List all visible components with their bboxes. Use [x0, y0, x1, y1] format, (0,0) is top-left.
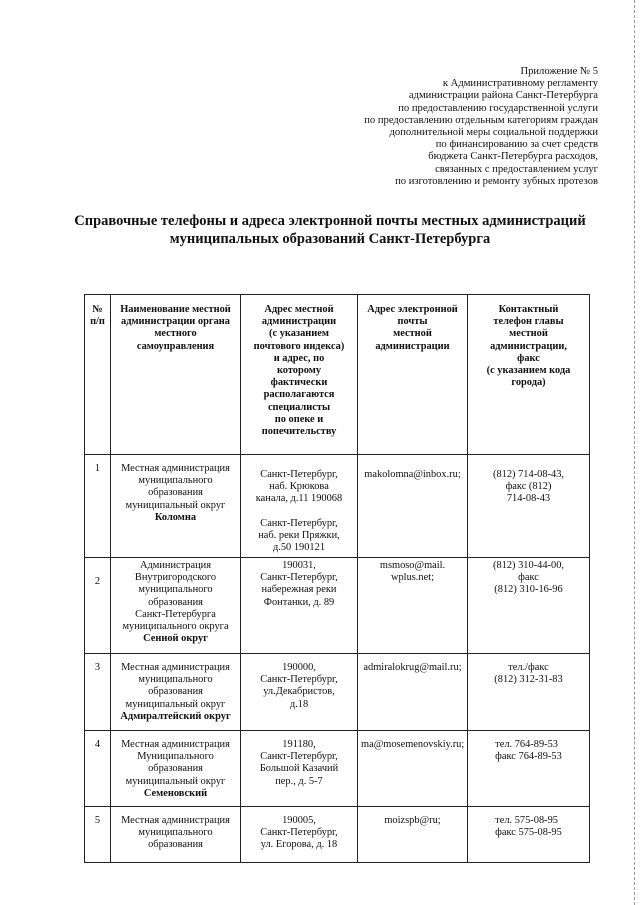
- title-line-1: Справочные телефоны и адреса электронной почты местных администраций: [74, 213, 586, 229]
- email-text: makolomna@inbox.ru;: [364, 469, 461, 480]
- name-line: Местная администрация: [121, 739, 230, 750]
- address-line: Большой Казачий: [259, 763, 339, 775]
- cell-phone: [468, 558, 590, 654]
- header-text: и адрес, по: [273, 352, 325, 364]
- header-line: Приложение № 5: [520, 66, 598, 77]
- cell-address: [241, 654, 358, 731]
- phone-line: тел. 764-89-53: [495, 739, 558, 750]
- cell-address: [241, 807, 358, 863]
- address-line: ул. Егорова, д. 18: [260, 839, 338, 851]
- address-line: 190031,: [282, 560, 316, 571]
- phone-line: факс 575-08-95: [495, 827, 562, 839]
- phone-line: (812) 714-08-43,: [493, 469, 564, 480]
- name-line: Санкт-Петербурга: [135, 608, 216, 620]
- header-text: которому: [276, 365, 322, 377]
- header-text: администрации: [261, 316, 337, 328]
- header-text: (с указанием: [269, 328, 329, 340]
- header-text: располагаются: [263, 389, 335, 401]
- phone-block: [495, 739, 562, 763]
- col-header-phone: [468, 295, 590, 455]
- name-line: муниципального: [138, 584, 213, 596]
- header-text: города): [511, 377, 546, 389]
- address-line: 190000,: [282, 662, 316, 673]
- address-block: [244, 518, 354, 555]
- header-line: администрации района Санкт-Петербурга: [408, 90, 598, 102]
- cell-phone: [468, 654, 590, 731]
- header-line: по изготовлению и ремонту зубных протезов: [395, 175, 598, 187]
- address-line: набережная реки: [261, 584, 337, 596]
- phone-line: (812) 310-16-96: [494, 584, 563, 596]
- col-header-num: [85, 295, 111, 455]
- header-text: п/п: [90, 316, 105, 328]
- header-line: связанных с предоставлением услуг: [435, 163, 598, 175]
- header-text: местного: [154, 328, 197, 340]
- name-line: Местная администрация: [121, 815, 230, 826]
- header-line: бюджета Санкт-Петербурга расходов,: [428, 151, 598, 163]
- header-text: попечительству: [261, 426, 337, 438]
- address-line: Санкт-Петербург,: [260, 751, 338, 763]
- header-text: специалисты: [267, 401, 331, 413]
- phone-line: факс 764-89-53: [495, 751, 562, 763]
- header-line: к Административному регламенту: [442, 78, 598, 90]
- address-line: Санкт-Петербург,: [260, 674, 338, 686]
- scan-edge-line: [634, 0, 637, 905]
- name-line: образования: [148, 839, 203, 851]
- header-text: местной: [509, 328, 548, 340]
- cell-name: [111, 654, 241, 731]
- cell-phone: [468, 455, 590, 558]
- name-line: муниципального округа: [122, 621, 229, 633]
- org-name: Сенной округ: [143, 633, 208, 645]
- cell-address: [241, 558, 358, 654]
- header-text: Адрес местной: [264, 304, 334, 315]
- email-text: ma@mosemenovskiy.ru;: [361, 739, 465, 750]
- contacts-table: [84, 294, 590, 863]
- cell-phone: [468, 731, 590, 807]
- cell-num: 1: [85, 455, 111, 558]
- address-line: Санкт-Петербург,: [260, 572, 338, 584]
- address-block: [244, 469, 354, 506]
- row-number: 2: [94, 576, 101, 587]
- table-header-row: [85, 295, 590, 455]
- phone-block: [495, 815, 562, 839]
- name-line: Местная администрация: [121, 662, 230, 673]
- address-line: д.50 190121: [272, 542, 326, 554]
- name-line: образования: [148, 763, 203, 775]
- header-text: (с указанием кода: [486, 365, 571, 377]
- header-text: администрации,: [490, 340, 567, 352]
- address-line: Фонтанки, д. 89: [263, 596, 335, 608]
- name-line: образования: [148, 487, 203, 499]
- col-header-email: [358, 295, 468, 455]
- name-line: Внутригородского: [134, 572, 217, 584]
- appendix-header: [278, 66, 598, 188]
- document-title: [60, 212, 600, 248]
- header-line: дополнительной меры социальной поддержки: [389, 127, 598, 139]
- address-line: д.18: [289, 698, 309, 710]
- cell-name: [111, 558, 241, 654]
- address-line: ул.Декабристов,: [263, 686, 335, 698]
- phone-line: (812) 312-31-83: [494, 674, 563, 686]
- email-line: wplus.net;: [390, 572, 434, 584]
- address-line: канала, д.11 190068: [255, 493, 343, 505]
- name-line: муниципальный округ: [125, 775, 226, 787]
- title-line-2: муниципальных образований Санкт-Петербурга: [169, 231, 491, 247]
- header-text: фактически: [270, 377, 328, 389]
- address-line: Санкт-Петербург,: [260, 827, 338, 839]
- address-line: пер., д. 5-7: [275, 775, 323, 787]
- name-line: муниципальный округ: [125, 499, 226, 511]
- cell-email: [358, 558, 468, 654]
- header-text: факс: [517, 352, 540, 364]
- header-text: самоуправления: [136, 340, 215, 352]
- header-text: почтового индекса): [253, 340, 345, 352]
- header-line: по финансированию за счет средств: [435, 139, 598, 151]
- header-text: по опеке и: [274, 413, 324, 425]
- name-line: Муниципального: [137, 751, 214, 763]
- header-text: администрации: [375, 340, 450, 352]
- address-line: 190005,: [282, 815, 316, 826]
- cell-email: [358, 731, 468, 807]
- name-line: образования: [148, 686, 203, 698]
- phone-line: 714-08-43: [506, 493, 551, 505]
- cell-num: 3: [85, 654, 111, 731]
- cell-email: [358, 654, 468, 731]
- cell-name: [111, 731, 241, 807]
- cell-num: [85, 558, 111, 654]
- cell-email: [358, 455, 468, 558]
- table-row: [85, 654, 590, 731]
- header-line: по предоставлению отдельным категориям граждан: [364, 114, 598, 126]
- table-row: [85, 558, 590, 654]
- email-text: moizspb@ru;: [384, 815, 441, 826]
- header-text: администрации органа: [121, 316, 230, 328]
- header-text: Адрес электронной: [367, 304, 458, 315]
- name-line: Местная администрация: [121, 463, 230, 474]
- phone-line: (812) 310-44-00,: [493, 560, 564, 571]
- table-row: [85, 455, 590, 558]
- header-text: местной: [393, 328, 432, 340]
- name-line: муниципального: [138, 827, 213, 839]
- header-text: почты: [397, 316, 428, 328]
- name-line: Администрация: [139, 560, 212, 571]
- header-text: телефон главы: [493, 316, 564, 328]
- table-row: [85, 807, 590, 863]
- cell-num: 4: [85, 731, 111, 807]
- address-line: Санкт-Петербург,: [260, 469, 338, 480]
- cell-name: [111, 455, 241, 558]
- org-name: Адмиралтейский округ: [120, 710, 231, 722]
- cell-email: [358, 807, 468, 863]
- header-text: №: [92, 304, 103, 315]
- org-name: Коломна: [154, 511, 197, 523]
- cell-name: [111, 807, 241, 863]
- phone-line: тел. 575-08-95: [495, 815, 558, 826]
- phone-line: факс: [518, 572, 539, 584]
- email-text: admiralokrug@mail.ru;: [363, 662, 462, 673]
- table-row: [85, 731, 590, 807]
- phone-line: тел./факс: [508, 662, 549, 673]
- name-line: образования: [148, 596, 203, 608]
- address-line: 191180,: [282, 739, 316, 750]
- header-text: Наименование местной: [120, 304, 231, 315]
- cell-num: 5: [85, 807, 111, 863]
- org-name: Семеновский: [143, 787, 208, 799]
- name-line: муниципального: [138, 475, 213, 487]
- col-header-name: [111, 295, 241, 455]
- email-line: msmoso@mail.: [379, 560, 446, 571]
- phone-line: факс (812): [505, 481, 552, 493]
- header-line: по предоставлению государственной услуги: [398, 102, 598, 114]
- address-line: наб. Крюкова: [269, 481, 329, 493]
- cell-address: [241, 455, 358, 558]
- header-text: Контактный: [498, 304, 559, 315]
- address-line: наб. реки Пряжки,: [258, 529, 340, 541]
- name-line: муниципального: [138, 674, 213, 686]
- col-header-address: [241, 295, 358, 455]
- cell-phone: [468, 807, 590, 863]
- name-line: муниципальный округ: [125, 698, 226, 710]
- cell-address: [241, 731, 358, 807]
- address-line: Санкт-Петербург,: [260, 517, 338, 529]
